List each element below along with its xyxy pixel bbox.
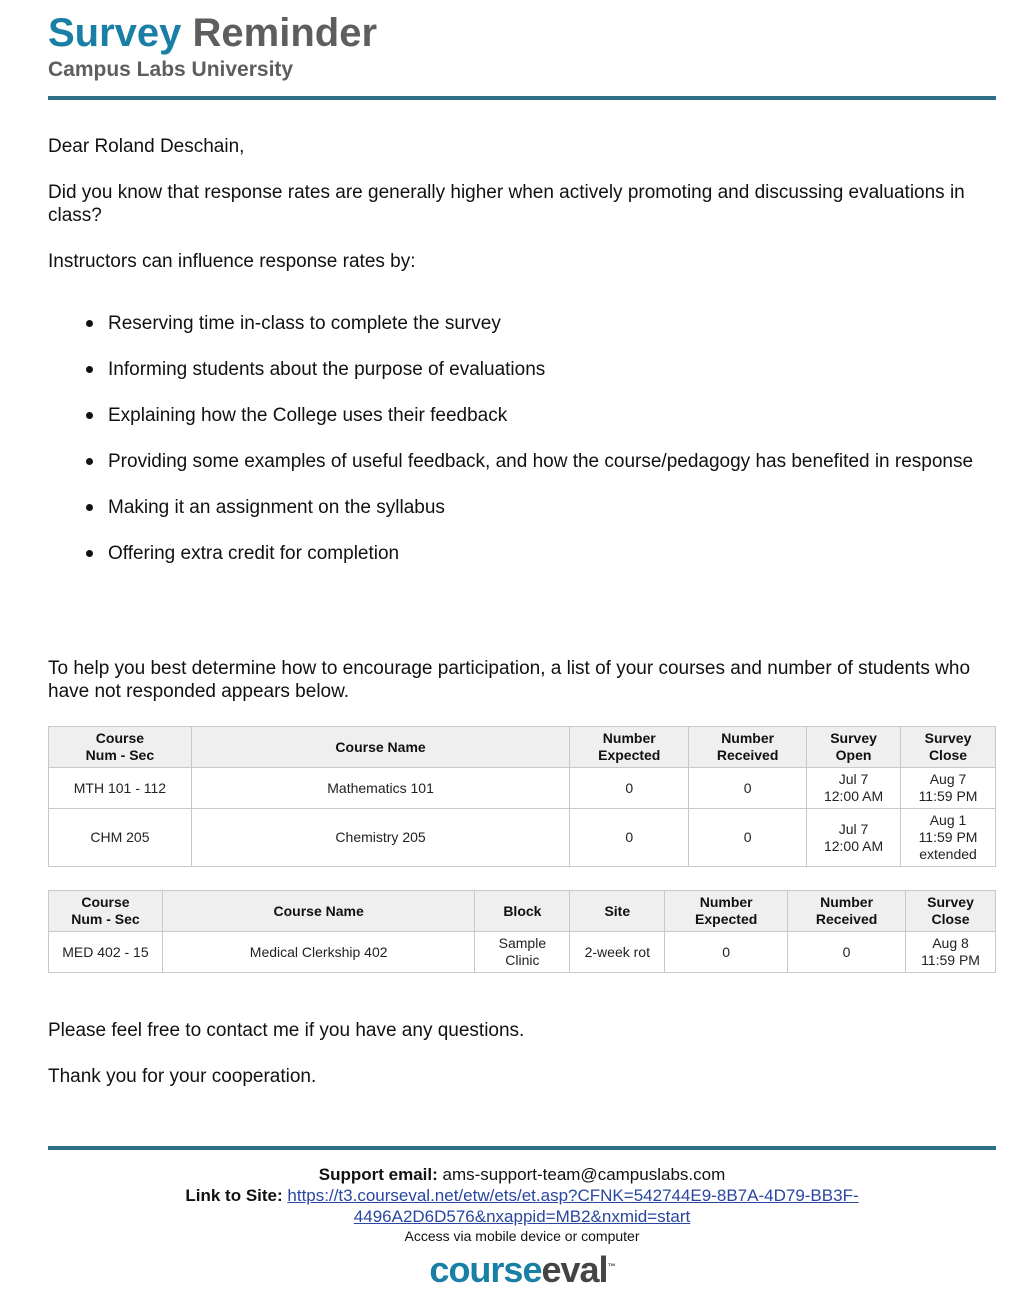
col-header-survey-close: Survey Close <box>901 727 996 768</box>
support-label: Support email: <box>318 1165 438 1184</box>
cell-survey-open: Jul 7 12:00 AM <box>807 809 901 867</box>
col-header-site: Site <box>570 891 665 932</box>
cell-received: 0 <box>788 932 906 973</box>
header <box>48 10 996 82</box>
list-item-text: Informing students about the purpose of evaluations <box>108 359 546 380</box>
cell-block: Sample Clinic <box>475 932 570 973</box>
bottom-divider <box>48 1146 996 1150</box>
support-line <box>48 1164 996 1185</box>
greeting: Dear Roland Deschain, <box>48 136 245 157</box>
help-paragraph: To help you best determine how to encourage participation, a list of your courses and number of students who have not responded appears below. <box>48 658 971 702</box>
cell-course-num: MED 402 - 15 <box>49 932 163 973</box>
table-header-row <box>49 727 996 768</box>
support-email: ams-support-team@campuslabs.com <box>442 1165 726 1184</box>
cell-expected: 0 <box>570 809 689 867</box>
col-header-expected: Number Expected <box>570 727 689 768</box>
courseval-logo: courseeval™ <box>429 1249 615 1290</box>
cell-course-name: Mathematics 101 <box>191 768 569 809</box>
col-header-received: Number Received <box>689 727 807 768</box>
list-item-text: Offering extra credit for completion <box>108 543 400 564</box>
instructors-intro: Instructors can influence response rates by: <box>48 251 416 272</box>
title-reminder: Reminder <box>192 11 378 55</box>
title-survey: Survey <box>48 11 182 55</box>
thanks-paragraph: Thank you for your cooperation. <box>48 1066 317 1087</box>
cell-site: 2-week rot <box>570 932 665 973</box>
table-row <box>49 768 996 809</box>
list-item <box>48 450 1008 496</box>
cell-course-num: MTH 101 - 112 <box>49 768 192 809</box>
bullet-icon <box>86 504 93 511</box>
contact-paragraph: Please feel free to contact me if you have any questions. <box>48 1020 525 1041</box>
page-title <box>48 10 996 56</box>
col-header-received: Number Received <box>788 891 906 932</box>
list-item-text: Making it an assignment on the syllabus <box>108 497 445 518</box>
cell-course-num: CHM 205 <box>49 809 192 867</box>
tips-list <box>48 312 1008 588</box>
cell-received: 0 <box>689 809 807 867</box>
top-divider <box>48 96 996 100</box>
cell-survey-close: Aug 1 11:59 PM extended <box>901 809 996 867</box>
list-item-text: Providing some examples of useful feedback, and how the course/pedagogy has benefited in response <box>108 451 974 472</box>
link-line <box>48 1185 996 1227</box>
bullet-icon <box>86 458 93 465</box>
site-link[interactable]: https://t3.courseval.net/etw/ets/et.asp?CFNK=542744E9-8B7A-4D79-BB3F- 4496A2D6D576&nxappid=MB2&nxmid=start <box>287 1186 859 1226</box>
access-note: Access via mobile device or computer <box>404 1228 640 1244</box>
list-item <box>48 542 1008 588</box>
list-item <box>48 358 1008 404</box>
col-header-course-num: Course Num - Sec <box>49 891 163 932</box>
cell-course-name: Chemistry 205 <box>191 809 569 867</box>
clerkship-table <box>48 890 996 973</box>
cell-expected: 0 <box>570 768 689 809</box>
col-header-course-num: Course Num - Sec <box>49 727 192 768</box>
cell-expected: 0 <box>665 932 788 973</box>
col-header-expected: Number Expected <box>665 891 788 932</box>
cell-survey-close: Aug 8 11:59 PM <box>906 932 996 973</box>
did-you-know-paragraph: Did you know that response rates are generally higher when actively promoting and discussing evaluations in class? <box>48 182 965 226</box>
cell-survey-close: Aug 7 11:59 PM <box>901 768 996 809</box>
list-item <box>48 404 1008 450</box>
bullet-icon <box>86 320 93 327</box>
bullet-icon <box>86 412 93 419</box>
list-item <box>48 312 1008 358</box>
cell-course-name: Medical Clerkship 402 <box>162 932 475 973</box>
cell-received: 0 <box>689 768 807 809</box>
col-header-survey-open: Survey Open <box>807 727 901 768</box>
list-item-text: Reserving time in-class to complete the survey <box>108 313 501 334</box>
table-row <box>49 932 996 973</box>
col-header-course-name: Course Name <box>191 727 569 768</box>
col-header-course-name: Course Name <box>162 891 475 932</box>
table-header-row <box>49 891 996 932</box>
bullet-icon <box>86 366 93 373</box>
list-item <box>48 496 1008 542</box>
col-header-block: Block <box>475 891 570 932</box>
link-label: Link to Site: <box>185 1186 283 1205</box>
courses-table <box>48 726 996 867</box>
footer <box>48 1164 996 1290</box>
cell-survey-open: Jul 7 12:00 AM <box>807 768 901 809</box>
institution-name: Campus Labs University <box>48 58 294 81</box>
col-header-survey-close: Survey Close <box>906 891 996 932</box>
bullet-icon <box>86 550 93 557</box>
table-row <box>49 809 996 867</box>
list-item-text: Explaining how the College uses their feedback <box>108 405 508 426</box>
